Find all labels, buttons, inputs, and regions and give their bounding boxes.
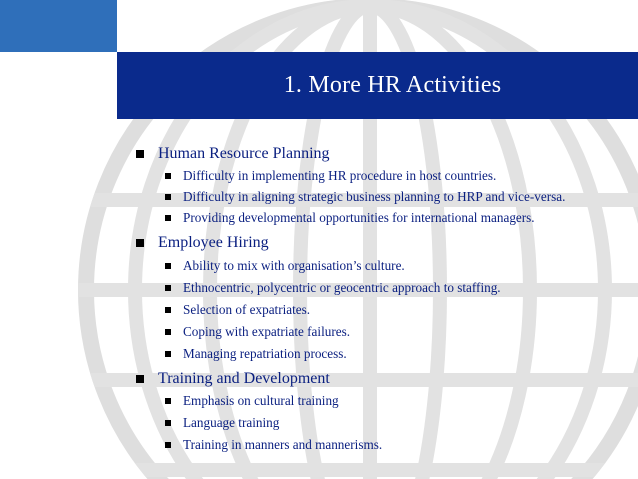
bullet-section-employee-hiring — [136, 231, 269, 255]
square-bullet-icon — [165, 442, 171, 448]
square-bullet-icon — [136, 150, 144, 158]
sub-bullet-item — [165, 278, 501, 298]
sub-bullet-text: Coping with expatriate failures. — [183, 324, 350, 339]
section-heading: Employee Hiring — [158, 234, 269, 251]
section-heading: Training and Development — [158, 370, 330, 387]
slide-title: 1. More HR Activities — [283, 72, 502, 98]
sub-bullet-item — [165, 435, 382, 455]
sub-bullet-text: Difficulty in aligning strategic business planning to HRP and vice-versa. — [183, 189, 566, 204]
sub-bullet-item — [165, 322, 350, 342]
square-bullet-icon — [165, 194, 171, 200]
square-bullet-icon — [165, 420, 171, 426]
sub-bullet-text: Training in manners and mannerisms. — [183, 437, 383, 452]
square-bullet-icon — [165, 285, 171, 291]
sub-bullet-text: Language training — [183, 415, 280, 430]
sub-bullet-text: Managing repatriation process. — [183, 346, 347, 361]
sub-bullet-text: Providing developmental opportunities for international managers. — [183, 210, 535, 225]
square-bullet-icon — [165, 329, 171, 335]
sub-bullet-text: Ability to mix with organisation’s culture. — [183, 258, 405, 273]
square-bullet-icon — [165, 215, 171, 221]
square-bullet-icon — [165, 173, 171, 179]
square-bullet-icon — [136, 375, 144, 383]
sub-bullet-text: Emphasis on cultural training — [183, 393, 339, 408]
sub-bullet-item — [165, 187, 565, 207]
bullet-section-hr-planning — [136, 142, 330, 166]
square-bullet-icon — [165, 351, 171, 357]
square-bullet-icon — [136, 239, 144, 247]
bullet-section-training-development — [136, 367, 330, 391]
sub-bullet-item — [165, 413, 279, 433]
square-bullet-icon — [165, 263, 171, 269]
sub-bullet-item — [165, 166, 496, 186]
sub-bullet-text: Selection of expatriates. — [183, 302, 311, 317]
sub-bullet-item — [165, 256, 405, 276]
sub-bullet-text: Difficulty in implementing HR procedure in host countries. — [183, 168, 497, 183]
square-bullet-icon — [165, 307, 171, 313]
section-heading: Human Resource Planning — [158, 145, 330, 162]
sub-bullet-item — [165, 300, 310, 320]
sub-bullet-text: Ethnocentric, polycentric or geocentric approach to staffing. — [183, 280, 501, 295]
square-bullet-icon — [165, 398, 171, 404]
sub-bullet-item — [165, 344, 347, 364]
sub-bullet-item — [165, 391, 339, 411]
sub-bullet-item — [165, 208, 535, 228]
